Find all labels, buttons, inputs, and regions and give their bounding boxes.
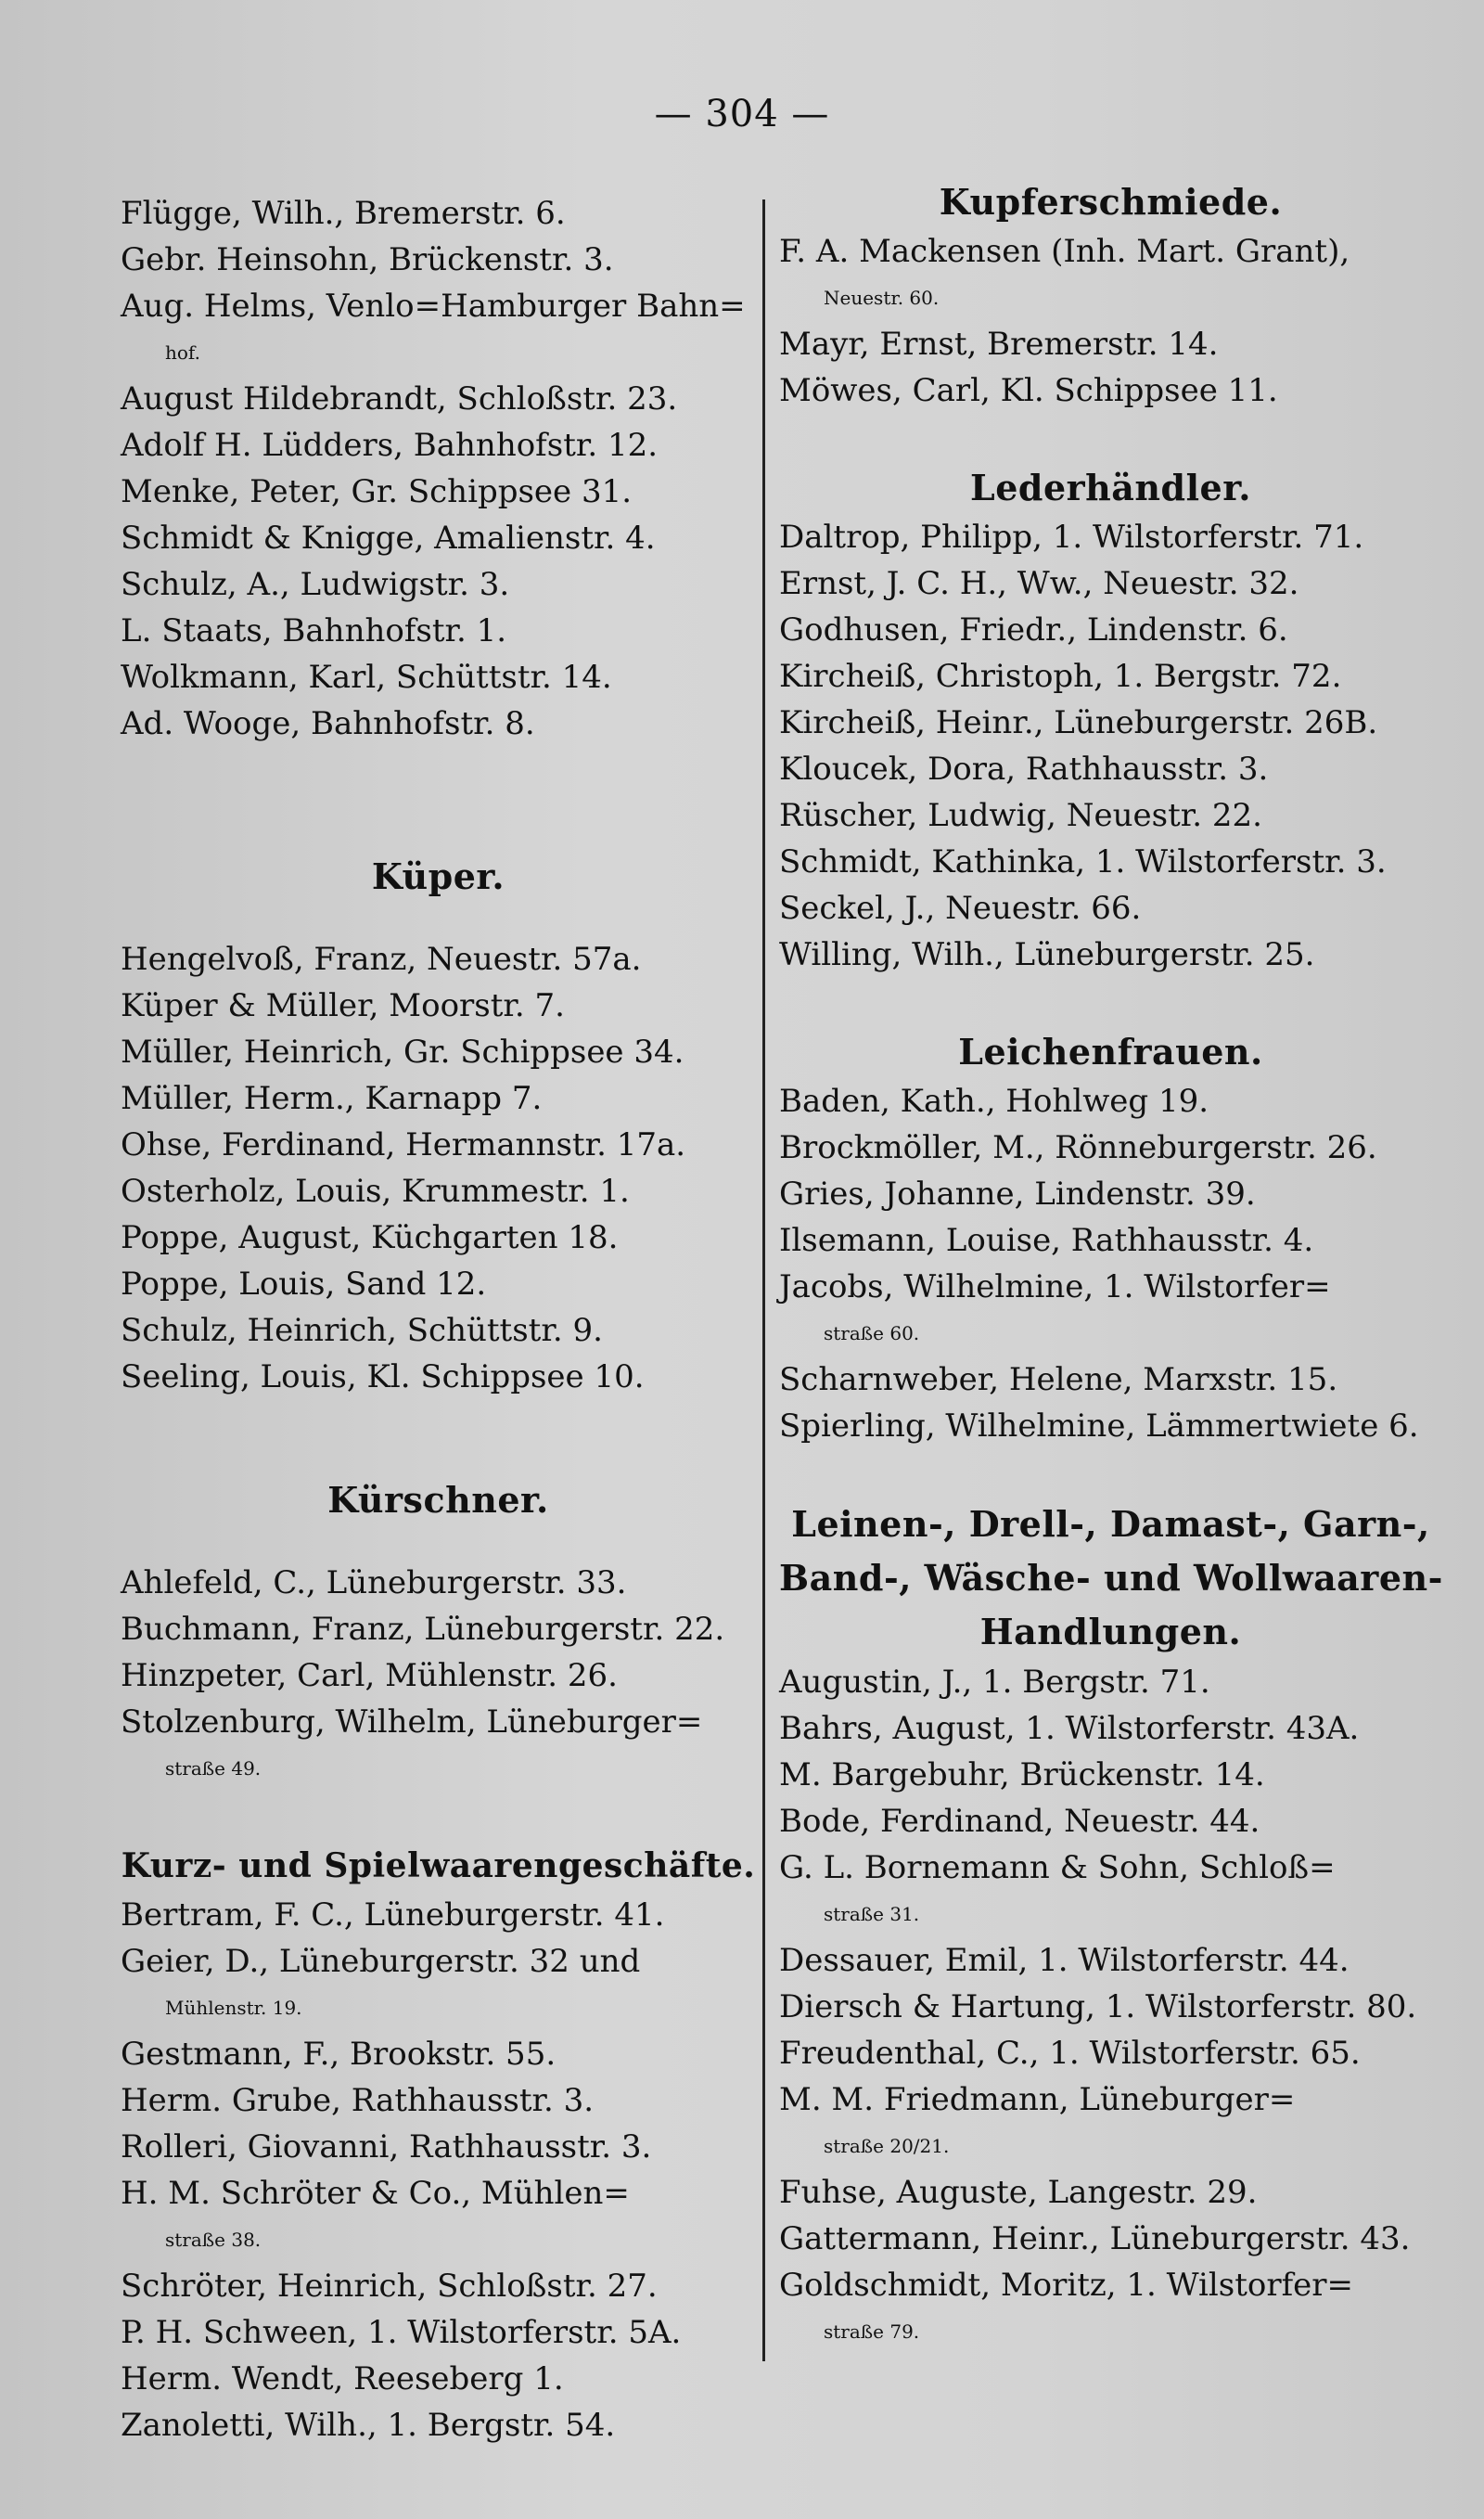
list-item: Flügge, Wilh., Bremerstr. 6. [121, 195, 566, 232]
list-item: Zanoletti, Wilh., 1. Bergstr. 54. [121, 2407, 616, 2444]
list-item-continuation: straße 60. [824, 1322, 920, 1344]
list-item: Seeling, Louis, Kl. Schippsee 10. [121, 1358, 645, 1395]
list-item: Ernst, J. C. H., Ww., Neuestr. 32. [779, 565, 1299, 602]
right-column [779, 176, 1442, 2355]
list-item-continuation: Neuestr. 60. [824, 287, 940, 309]
list-item: M. Bargebuhr, Brückenstr. 14. [779, 1756, 1265, 1793]
list-item: Goldschmidt, Moritz, 1. Wilstorfer= [779, 2267, 1354, 2304]
list-item: Gebr. Heinsohn, Brückenstr. 3. [121, 241, 614, 278]
list-item-continuation: Mühlenstr. 19. [165, 1997, 302, 2019]
page-number: — 304 — [654, 93, 830, 135]
list-item: Schröter, Heinrich, Schloßstr. 27. [121, 2268, 658, 2305]
list-item: L. Staats, Bahnhofstr. 1. [121, 612, 507, 649]
list-item: Herm. Wendt, Reeseberg 1. [121, 2360, 564, 2397]
list-item: Aug. Helms, Venlo=Hamburger Bahn= [121, 288, 746, 325]
list-item: Godhusen, Friedr., Lindenstr. 6. [779, 611, 1288, 649]
list-item: Rolleri, Giovanni, Rathhausstr. 3. [121, 2128, 652, 2166]
list-item: H. M. Schröter & Co., Mühlen= [121, 2175, 630, 2212]
list-item: F. A. Mackensen (Inh. Mart. Grant), [779, 233, 1350, 270]
list-item: Kloucek, Dora, Rathhausstr. 3. [779, 751, 1269, 788]
section-heading: Kurz- und Spielwaarengeschäfte. [121, 1846, 756, 1885]
list-item: Küper & Müller, Moorstr. 7. [121, 987, 565, 1024]
list-item: Müller, Heinrich, Gr. Schippsee 34. [121, 1034, 684, 1071]
list-item: Gattermann, Heinr., Lüneburgerstr. 43. [779, 2220, 1411, 2257]
list-item-continuation: straße 20/21. [824, 2135, 950, 2157]
column-divider [762, 199, 765, 2361]
list-item: Mayr, Ernst, Bremerstr. 14. [779, 326, 1219, 363]
list-item: Bahrs, August, 1. Wilstorferstr. 43A. [779, 1710, 1360, 1747]
list-item: Jacobs, Wilhelmine, 1. Wilstorfer= [779, 1268, 1331, 1305]
section-heading: Band-, Wäsche- und Wollwaaren- [779, 1557, 1443, 1599]
list-item: Gestmann, F., Brookstr. 55. [121, 2036, 556, 2073]
list-item: Buchmann, Franz, Lüneburgerstr. 22. [121, 1611, 725, 1648]
list-item: Ohse, Ferdinand, Hermannstr. 17a. [121, 1126, 686, 1163]
list-item: Spierling, Wilhelmine, Lämmertwiete 6. [779, 1407, 1419, 1445]
list-item: Kircheiß, Heinr., Lüneburgerstr. 26B. [779, 704, 1378, 741]
section-heading: Leichenfrauen. [958, 1031, 1263, 1073]
list-item: Möwes, Carl, Kl. Schippsee 11. [779, 372, 1278, 409]
list-item: Dessauer, Emil, 1. Wilstorferstr. 44. [779, 1942, 1350, 1979]
list-item: Hinzpeter, Carl, Mühlenstr. 26. [121, 1657, 618, 1694]
section-kurzwaaren [121, 1840, 756, 2448]
list-item: Schulz, A., Ludwigstr. 3. [121, 566, 510, 603]
list-item: Schmidt & Knigge, Amalienstr. 4. [121, 520, 656, 557]
list-item: P. H. Schween, 1. Wilstorferstr. 5A. [121, 2314, 682, 2351]
list-item: Adolf H. Lüdders, Bahnhofstr. 12. [121, 427, 659, 464]
list-item: Herm. Grube, Rathhausstr. 3. [121, 2082, 595, 2119]
list-item: Schulz, Heinrich, Schüttstr. 9. [121, 1312, 603, 1349]
list-item-continuation: straße 38. [165, 2229, 262, 2251]
list-item: Freudenthal, C., 1. Wilstorferstr. 65. [779, 2035, 1361, 2072]
section-kupferschmiede [779, 176, 1442, 414]
section-heading: Leinen-, Drell-, Damast-, Garn-, [791, 1503, 1430, 1545]
list-item: Osterholz, Louis, Krummestr. 1. [121, 1173, 630, 1210]
list-item: Brockmöller, M., Rönneburgerstr. 26. [779, 1129, 1377, 1166]
list-item: Menke, Peter, Gr. Schippsee 31. [121, 473, 633, 510]
list-item: Bertram, F. C., Lüneburgerstr. 41. [121, 1896, 665, 1934]
list-item: Poppe, Louis, Sand 12. [121, 1266, 487, 1303]
list-item: G. L. Bornemann & Sohn, Schloß= [779, 1849, 1336, 1886]
list-item-continuation: straße 31. [824, 1903, 920, 1925]
list-item: Müller, Herm., Karnapp 7. [121, 1080, 543, 1117]
section-heading: Küper. [371, 855, 505, 897]
section-leinen [779, 1497, 1442, 2355]
list-item: Wolkmann, Karl, Schüttstr. 14. [121, 659, 612, 696]
list-item: Ilsemann, Louise, Rathhausstr. 4. [779, 1222, 1314, 1259]
section-heading: Kürschner. [327, 1479, 549, 1521]
list-item-continuation: straße 49. [165, 1757, 262, 1780]
list-item: Daltrop, Philipp, 1. Wilstorferstr. 71. [779, 519, 1364, 556]
section-kuerschner [121, 1474, 756, 1792]
list-item: Stolzenburg, Wilhelm, Lüneburger= [121, 1703, 703, 1741]
list-item: Rüscher, Ludwig, Neuestr. 22. [779, 797, 1262, 834]
list-item: Willing, Wilh., Lüneburgerstr. 25. [779, 936, 1315, 973]
list-item: M. M. Friedmann, Lüneburger= [779, 2081, 1296, 2118]
left-column [121, 190, 756, 2448]
section-heading: Lederhändler. [970, 467, 1251, 508]
section-lederhaendler [779, 462, 1442, 978]
list-item: Fuhse, Auguste, Langestr. 29. [779, 2174, 1258, 2211]
list-item-continuation: straße 79. [824, 2320, 920, 2343]
section-leichenfrauen [779, 1026, 1442, 1449]
section-heading: Handlungen. [979, 1611, 1242, 1652]
list-item: Kircheiß, Christoph, 1. Bergstr. 72. [779, 658, 1342, 695]
section-heading: Kupferschmiede. [939, 181, 1283, 223]
list-item: Baden, Kath., Hohlweg 19. [779, 1083, 1209, 1120]
list-item: Ahlefeld, C., Lüneburgerstr. 33. [121, 1564, 627, 1601]
section-kueper [121, 851, 756, 1400]
list-item: Ad. Wooge, Bahnhofstr. 8. [121, 705, 535, 742]
list-item: Scharnweber, Helene, Marxstr. 15. [779, 1361, 1338, 1398]
top-entry-list [121, 190, 756, 747]
list-item: Schmidt, Kathinka, 1. Wilstorferstr. 3. [779, 843, 1387, 880]
list-item: Hengelvoß, Franz, Neuestr. 57a. [121, 941, 642, 978]
list-item: Bode, Ferdinand, Neuestr. 44. [779, 1803, 1260, 1840]
list-item: Seckel, J., Neuestr. 66. [779, 890, 1142, 927]
list-item: Diersch & Hartung, 1. Wilstorferstr. 80. [779, 1988, 1417, 2025]
list-item: Augustin, J., 1. Bergstr. 71. [779, 1664, 1210, 1701]
list-item: Poppe, August, Küchgarten 18. [121, 1219, 619, 1256]
list-item: August Hildebrandt, Schloßstr. 23. [121, 380, 678, 418]
list-item-continuation: hof. [165, 341, 200, 364]
list-item: Gries, Johanne, Lindenstr. 39. [779, 1176, 1256, 1213]
list-item: Geier, D., Lüneburgerstr. 32 und [121, 1943, 641, 1980]
